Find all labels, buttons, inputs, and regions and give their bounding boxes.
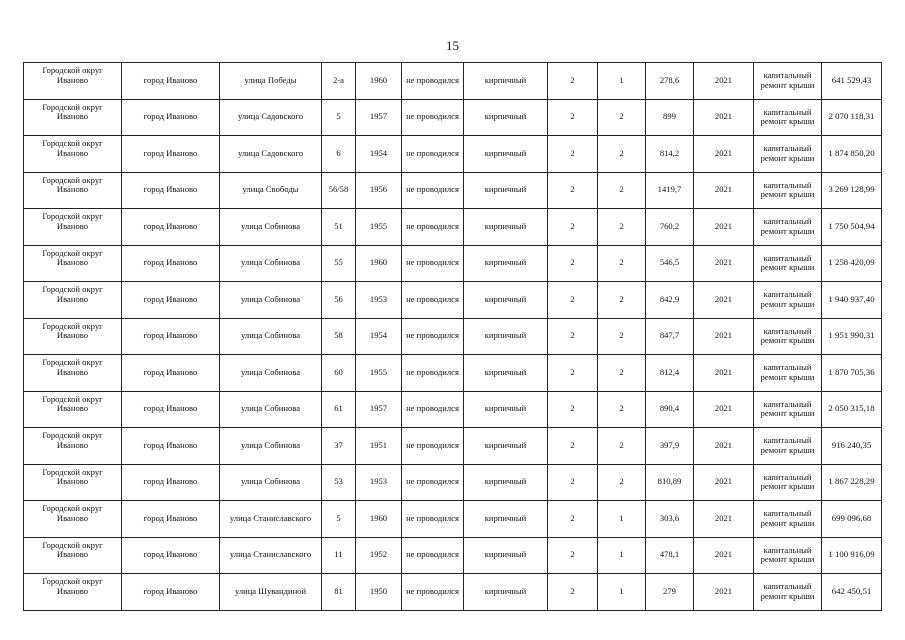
wall-material-cell: кирпичный [464,245,548,282]
work-type-cell: капитальный ремонт крыши [754,428,822,465]
entrances-cell: 2 [598,99,646,136]
area-cell: 303,6 [646,501,694,538]
floors-cell: 2 [548,464,598,501]
city-cell: город Иваново [122,99,220,136]
build-year-cell: 1960 [356,63,402,100]
plan-year-cell: 2021 [694,537,754,574]
cost-cell: 2 050 315,18 [822,391,882,428]
floors-cell: 2 [548,172,598,209]
area-cell: 890,4 [646,391,694,428]
city-cell: город Иваново [122,464,220,501]
floors-cell: 2 [548,318,598,355]
plan-year-cell: 2021 [694,136,754,173]
cost-cell: 3 269 128,99 [822,172,882,209]
street-cell: улица Садовского [220,136,322,173]
plan-year-cell: 2021 [694,428,754,465]
wall-material-cell: кирпичный [464,99,548,136]
table-row [24,245,882,282]
area-cell: 847,7 [646,318,694,355]
house-number-cell: 61 [322,391,356,428]
street-cell: улица Собинова [220,355,322,392]
area-cell: 842,9 [646,282,694,319]
plan-year-cell: 2021 [694,245,754,282]
table-row [24,537,882,574]
privatization-cell: не проводился [402,574,464,611]
floors-cell: 2 [548,63,598,100]
privatization-cell: не проводился [402,464,464,501]
floors-cell: 2 [548,355,598,392]
privatization-cell: не проводился [402,99,464,136]
entrances-cell: 2 [598,355,646,392]
wall-material-cell: кирпичный [464,574,548,611]
area-cell: 279 [646,574,694,611]
city-cell: город Иваново [122,574,220,611]
build-year-cell: 1950 [356,574,402,611]
privatization-cell: не проводился [402,501,464,538]
privatization-cell: не проводился [402,391,464,428]
entrances-cell: 2 [598,136,646,173]
area-cell: 899 [646,99,694,136]
city-cell: город Иваново [122,209,220,246]
house-number-cell: 55 [322,245,356,282]
district-cell: Городской округ Иваново [24,501,122,538]
work-type-cell: капитальный ремонт крыши [754,63,822,100]
table-row [24,63,882,100]
entrances-cell: 1 [598,574,646,611]
house-number-cell: 60 [322,355,356,392]
privatization-cell: не проводился [402,355,464,392]
entrances-cell: 1 [598,63,646,100]
work-type-cell: капитальный ремонт крыши [754,574,822,611]
house-number-cell: 5 [322,501,356,538]
plan-year-cell: 2021 [694,574,754,611]
city-cell: город Иваново [122,136,220,173]
street-cell: улица Садовского [220,99,322,136]
build-year-cell: 1953 [356,282,402,319]
table-row [24,318,882,355]
plan-year-cell: 2021 [694,391,754,428]
cost-cell: 1 870 705,36 [822,355,882,392]
city-cell: город Иваново [122,501,220,538]
work-type-cell: капитальный ремонт крыши [754,318,822,355]
floors-cell: 2 [548,501,598,538]
plan-year-cell: 2021 [694,99,754,136]
street-cell: улица Станиславского [220,501,322,538]
street-cell: улица Собинова [220,391,322,428]
build-year-cell: 1955 [356,209,402,246]
district-cell: Городской округ Иваново [24,172,122,209]
city-cell: город Иваново [122,391,220,428]
plan-year-cell: 2021 [694,355,754,392]
table-row [24,172,882,209]
housing-repair-table [23,62,882,611]
cost-cell: 1 951 990,31 [822,318,882,355]
floors-cell: 2 [548,209,598,246]
wall-material-cell: кирпичный [464,464,548,501]
house-number-cell: 53 [322,464,356,501]
area-cell: 810,89 [646,464,694,501]
wall-material-cell: кирпичный [464,63,548,100]
wall-material-cell: кирпичный [464,136,548,173]
cost-cell: 1 874 850,20 [822,136,882,173]
entrances-cell: 1 [598,537,646,574]
city-cell: город Иваново [122,282,220,319]
house-number-cell: 56 [322,282,356,319]
district-cell: Городской округ Иваново [24,391,122,428]
plan-year-cell: 2021 [694,282,754,319]
floors-cell: 2 [548,282,598,319]
street-cell: улица Собинова [220,282,322,319]
cost-cell: 642 450,51 [822,574,882,611]
house-number-cell: 5 [322,99,356,136]
street-cell: улица Собинова [220,209,322,246]
wall-material-cell: кирпичный [464,537,548,574]
district-cell: Городской округ Иваново [24,464,122,501]
table-row [24,574,882,611]
work-type-cell: капитальный ремонт крыши [754,464,822,501]
district-cell: Городской округ Иваново [24,63,122,100]
area-cell: 278,6 [646,63,694,100]
entrances-cell: 2 [598,209,646,246]
district-cell: Городской округ Иваново [24,355,122,392]
plan-year-cell: 2021 [694,501,754,538]
plan-year-cell: 2021 [694,318,754,355]
house-number-cell: 37 [322,428,356,465]
city-cell: город Иваново [122,63,220,100]
table-row [24,501,882,538]
work-type-cell: капитальный ремонт крыши [754,209,822,246]
district-cell: Городской округ Иваново [24,136,122,173]
street-cell: улица Собинова [220,245,322,282]
street-cell: улица Свободы [220,172,322,209]
floors-cell: 2 [548,99,598,136]
area-cell: 478,1 [646,537,694,574]
privatization-cell: не проводился [402,209,464,246]
house-number-cell: 6 [322,136,356,173]
district-cell: Городской округ Иваново [24,209,122,246]
plan-year-cell: 2021 [694,464,754,501]
district-cell: Городской округ Иваново [24,318,122,355]
area-cell: 1419,7 [646,172,694,209]
city-cell: город Иваново [122,537,220,574]
build-year-cell: 1960 [356,501,402,538]
wall-material-cell: кирпичный [464,428,548,465]
privatization-cell: не проводился [402,282,464,319]
build-year-cell: 1956 [356,172,402,209]
street-cell: улица Собинова [220,318,322,355]
work-type-cell: капитальный ремонт крыши [754,537,822,574]
build-year-cell: 1960 [356,245,402,282]
street-cell: улица Шувандиной [220,574,322,611]
cost-cell: 1 750 504,94 [822,209,882,246]
house-number-cell: 11 [322,537,356,574]
district-cell: Городской округ Иваново [24,99,122,136]
house-number-cell: 81 [322,574,356,611]
build-year-cell: 1957 [356,391,402,428]
work-type-cell: капитальный ремонт крыши [754,99,822,136]
street-cell: улица Станиславского [220,537,322,574]
house-number-cell: 51 [322,209,356,246]
street-cell: улица Победы [220,63,322,100]
build-year-cell: 1951 [356,428,402,465]
entrances-cell: 2 [598,245,646,282]
table-row [24,355,882,392]
wall-material-cell: кирпичный [464,282,548,319]
work-type-cell: капитальный ремонт крыши [754,355,822,392]
street-cell: улица Собинова [220,464,322,501]
area-cell: 812,4 [646,355,694,392]
cost-cell: 1 940 937,40 [822,282,882,319]
work-type-cell: капитальный ремонт крыши [754,245,822,282]
floors-cell: 2 [548,245,598,282]
house-number-cell: 2-а [322,63,356,100]
privatization-cell: не проводился [402,136,464,173]
entrances-cell: 2 [598,428,646,465]
district-cell: Городской округ Иваново [24,574,122,611]
house-number-cell: 56/58 [322,172,356,209]
entrances-cell: 2 [598,172,646,209]
district-cell: Городской округ Иваново [24,282,122,319]
build-year-cell: 1957 [356,99,402,136]
page-number: 15 [446,38,459,53]
district-cell: Городской округ Иваново [24,428,122,465]
build-year-cell: 1952 [356,537,402,574]
privatization-cell: не проводился [402,63,464,100]
table-row [24,464,882,501]
floors-cell: 2 [548,136,598,173]
area-cell: 760,2 [646,209,694,246]
wall-material-cell: кирпичный [464,318,548,355]
table-row [24,136,882,173]
build-year-cell: 1953 [356,464,402,501]
privatization-cell: не проводился [402,245,464,282]
house-number-cell: 58 [322,318,356,355]
entrances-cell: 2 [598,282,646,319]
privatization-cell: не проводился [402,428,464,465]
work-type-cell: капитальный ремонт крыши [754,391,822,428]
privatization-cell: не проводился [402,537,464,574]
plan-year-cell: 2021 [694,63,754,100]
entrances-cell: 2 [598,391,646,428]
cost-cell: 916 240,35 [822,428,882,465]
cost-cell: 641 529,43 [822,63,882,100]
table-body [24,63,882,611]
build-year-cell: 1954 [356,318,402,355]
floors-cell: 2 [548,391,598,428]
city-cell: город Иваново [122,318,220,355]
floors-cell: 2 [548,537,598,574]
build-year-cell: 1955 [356,355,402,392]
street-cell: улица Собинова [220,428,322,465]
privatization-cell: не проводился [402,318,464,355]
entrances-cell: 2 [598,318,646,355]
floors-cell: 2 [548,428,598,465]
wall-material-cell: кирпичный [464,172,548,209]
city-cell: город Иваново [122,172,220,209]
build-year-cell: 1954 [356,136,402,173]
district-cell: Городской округ Иваново [24,245,122,282]
table-row [24,209,882,246]
cost-cell: 1 258 420,09 [822,245,882,282]
entrances-cell: 1 [598,501,646,538]
area-cell: 397,9 [646,428,694,465]
district-cell: Городской округ Иваново [24,537,122,574]
area-cell: 546,5 [646,245,694,282]
city-cell: город Иваново [122,355,220,392]
work-type-cell: капитальный ремонт крыши [754,172,822,209]
floors-cell: 2 [548,574,598,611]
cost-cell: 1 100 916,09 [822,537,882,574]
city-cell: город Иваново [122,428,220,465]
table-row [24,391,882,428]
work-type-cell: капитальный ремонт крыши [754,136,822,173]
cost-cell: 2 070 118,31 [822,99,882,136]
cost-cell: 699 096,68 [822,501,882,538]
plan-year-cell: 2021 [694,172,754,209]
wall-material-cell: кирпичный [464,355,548,392]
cost-cell: 1 867 228,29 [822,464,882,501]
wall-material-cell: кирпичный [464,501,548,538]
wall-material-cell: кирпичный [464,209,548,246]
table-row [24,99,882,136]
work-type-cell: капитальный ремонт крыши [754,282,822,319]
city-cell: город Иваново [122,245,220,282]
privatization-cell: не проводился [402,172,464,209]
wall-material-cell: кирпичный [464,391,548,428]
work-type-cell: капитальный ремонт крыши [754,501,822,538]
area-cell: 814,2 [646,136,694,173]
entrances-cell: 2 [598,464,646,501]
table-row [24,428,882,465]
plan-year-cell: 2021 [694,209,754,246]
table-row [24,282,882,319]
